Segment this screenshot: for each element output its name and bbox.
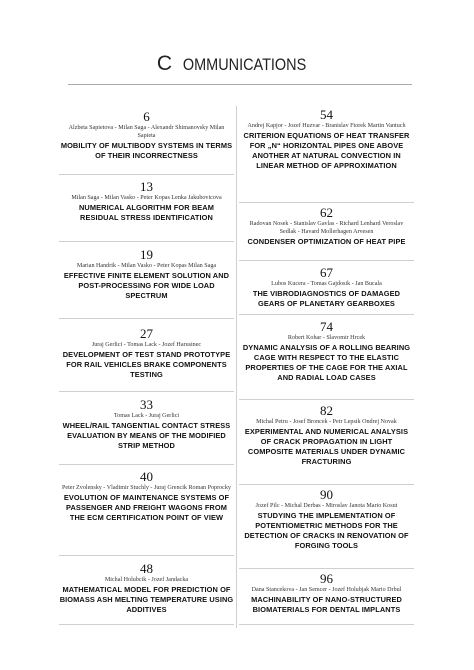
toc-entry[interactable] <box>239 488 414 551</box>
article-title: CONDENSER OPTIMIZATION OF HEAT PIPE <box>247 237 406 246</box>
article-title: EXPERIMENTAL AND NUMERICAL ANALYSIS OF CRACK PROPAGATION IN LIGHT COMPOSITE MATERIALS UNDER DYNAMIC FRACTURING <box>244 427 409 466</box>
authors: Robert Kohar - Slavomir Hrcek <box>287 335 366 341</box>
page-number: 54 <box>320 107 333 122</box>
toc-entry[interactable] <box>239 266 414 309</box>
page-number: 33 <box>140 397 153 412</box>
page-number: 27 <box>140 326 153 341</box>
article-title: THE VIBRODIAGNOSTICS OF DAMAGED GEARS OF PLANETARY GEARBOXES <box>252 289 401 308</box>
toc-entry[interactable] <box>59 562 234 615</box>
toc-entry[interactable] <box>239 572 414 615</box>
page-number: 6 <box>143 109 150 124</box>
entry-separator <box>239 314 414 315</box>
authors: Lubos Kucera - Tomas Gajdosik - Jan Bucala <box>271 281 382 287</box>
authors: Dana Stancekova - Jan Semcer - Jozef Holubjak Mario Drbul <box>251 587 402 593</box>
authors: Jozef Pilc - Michal Derbas - Miroslav Janota Mario Kosut <box>255 503 398 509</box>
page-number: 96 <box>320 571 333 586</box>
entry-separator <box>239 399 414 400</box>
journal-masthead <box>0 52 474 76</box>
article-title: CRITERION EQUATIONS OF HEAT TRANSFER FOR „N“ HORIZONTAL PIPES ONE ABOVE ANOTHER AT NATURAL CONVECTION IN LINEAR METHOD OF APPROXIMATION <box>243 131 410 170</box>
page-number: 48 <box>140 561 153 576</box>
entry-separator <box>239 568 414 569</box>
article-title: MOBILITY OF MULTIBODY SYSTEMS IN TERMS OF THEIR INCORRECTNESS <box>60 141 233 160</box>
entry-separator <box>59 555 234 556</box>
page-number: 40 <box>140 469 153 484</box>
toc-entry[interactable] <box>59 248 234 301</box>
page-number: 13 <box>140 179 153 194</box>
page-number: 90 <box>320 487 333 502</box>
page-number: 62 <box>320 205 333 220</box>
authors: Radovan Nosek - Stanislav Gavlas - Richard Lenhard Veroslav Sedlak - Havard Mollerhagen Arvesen <box>249 221 404 235</box>
toc-entry[interactable] <box>239 206 414 247</box>
authors: Peter Zvolensky - Vladimir Stuchly - Juraj Grencik Roman Poprocky <box>62 485 231 491</box>
authors: Michal Petru - Josef Broncek - Petr Lepsik Ondrej Novak <box>256 419 397 425</box>
toc-entry[interactable] <box>59 470 234 523</box>
masthead-rest: OMMUNICATIONS <box>182 55 307 74</box>
article-title: WHEEL/RAIL TANGENTIAL CONTACT STRESS EVALUATION BY MEANS OF THE MODIFIED STRIP METHOD <box>62 421 231 450</box>
page-number: 74 <box>320 319 333 334</box>
authors: Andrej Kapjor - Jozef Huzvar - Branislav Ftorek Martin Vantuch <box>247 123 406 129</box>
article-title: EFFECTIVE FINITE ELEMENT SOLUTION AND POST-PROCESSING FOR WIDE LOAD SPECTRUM <box>63 271 230 300</box>
article-title: MACHINABILITY OF NANO-STRUCTURED BIOMATERIALS FOR DENTAL IMPLANTS <box>251 595 402 614</box>
article-title: STUDYING THE IMPLEMENTATION OF POTENTIOMETRIC METHODS FOR THE DETECTION OF CRACKS IN RENOVATION OF FORGING TOOLS <box>244 511 409 550</box>
toc-entry[interactable] <box>59 180 234 223</box>
entry-separator <box>239 624 414 625</box>
entry-separator <box>59 174 234 175</box>
toc-entry[interactable] <box>239 320 414 383</box>
article-title: DYNAMIC ANALYSIS OF A ROLLING BEARING CAGE WITH RESPECT TO THE ELASTIC PROPERTIES OF THE CAGE FOR THE AXIAL AND RADIAL LOAD CASES <box>242 343 411 382</box>
toc-entry[interactable] <box>59 327 234 380</box>
authors: Marian Handrik - Milan Vasko - Peter Kopas Milan Saga <box>76 263 217 269</box>
entry-separator <box>59 624 234 625</box>
column-divider <box>236 106 237 628</box>
masthead-initial: C <box>156 52 173 75</box>
article-title: EVOLUTION OF MAINTENANCE SYSTEMS OF PASSENGER AND FREIGHT WAGONS FROM THE ECM CERTIFICATION POINT OF VIEW <box>63 493 230 522</box>
article-title: DEVELOPMENT OF TEST STAND PROTOTYPE FOR RAIL VEHICLES BRAKE COMPONENTS TESTING <box>62 350 231 379</box>
article-title: NUMERICAL ALGORITHM FOR BEAM RESIDUAL STRESS IDENTIFICATION <box>78 203 214 222</box>
authors: Milan Saga - Milan Vasko - Peter Kopas Lenka Jakubovicova <box>71 195 222 201</box>
entry-separator <box>239 484 414 485</box>
page-number: 67 <box>320 265 333 280</box>
authors: Alzbeta Sapietova - Milan Saga - Alexandr Shimanovsky Milan Sapieta <box>68 125 225 139</box>
page-number: 82 <box>320 403 333 418</box>
header-rule <box>68 84 412 85</box>
toc-entry[interactable] <box>239 404 414 467</box>
entry-separator <box>59 241 234 242</box>
authors: Tomas Lack - Juraj Gerlici <box>113 413 180 419</box>
article-title: MATHEMATICAL MODEL FOR PREDICTION OF BIOMASS ASH MELTING TEMPERATURE USING ADDITIVES <box>59 585 234 614</box>
page-number: 19 <box>140 247 153 262</box>
authors: Juraj Gerlici - Tomas Lack - Jozef Harusinec <box>91 342 202 348</box>
entry-separator <box>59 464 234 465</box>
toc-entry[interactable] <box>59 110 234 161</box>
entry-separator <box>59 318 234 319</box>
entry-separator <box>239 260 414 261</box>
entry-separator <box>59 391 234 392</box>
entry-separator <box>239 202 414 203</box>
toc-entry[interactable] <box>239 108 414 171</box>
toc-entry[interactable] <box>59 398 234 451</box>
authors: Michal Holubcik - Jozef Jandacka <box>104 577 189 583</box>
